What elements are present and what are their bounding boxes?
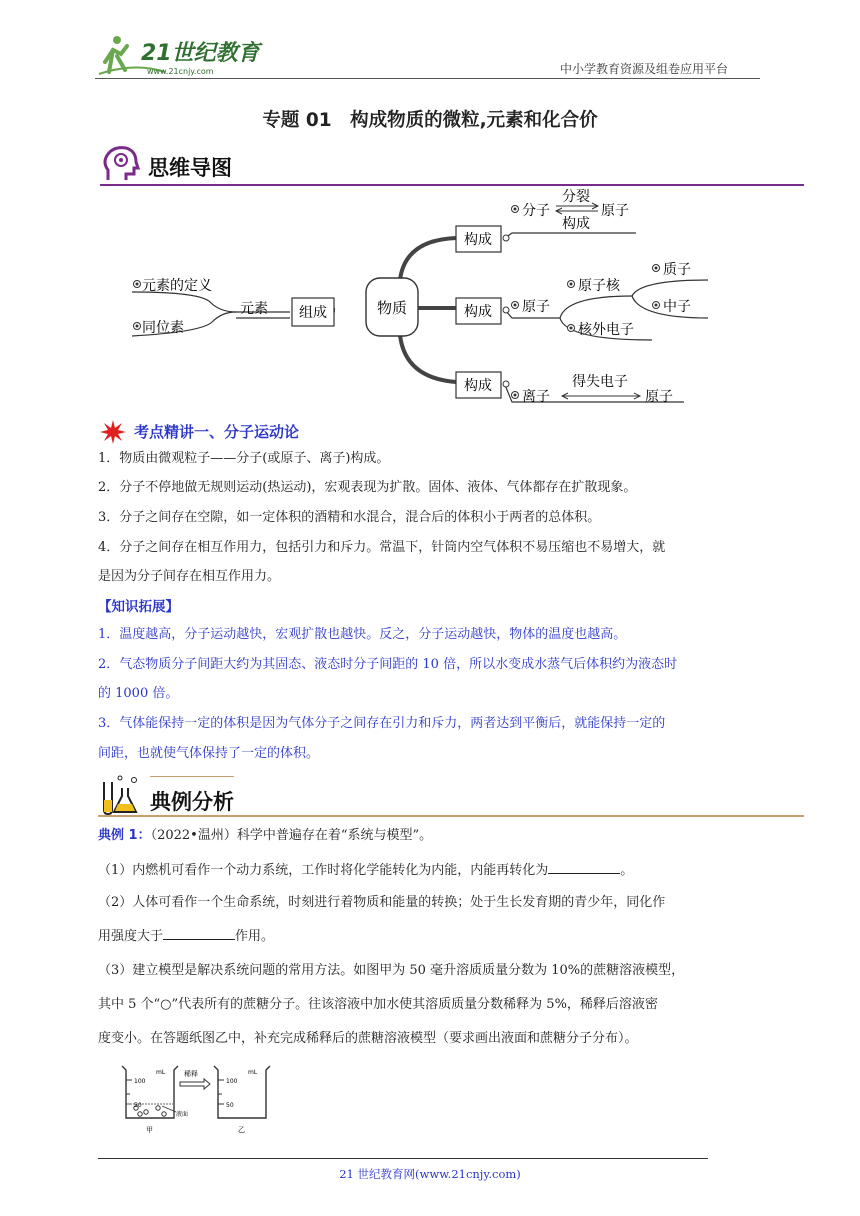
element-label: 元素 — [240, 301, 268, 317]
example-q3a: （3）建立模型是解决系统问题的常用方法。如图甲为 50 毫升溶质质量分数为 10%的蔗糖溶液模型， — [98, 963, 685, 978]
example-q1: （1）内燃机可看作一个动力系统，工作时将化学能转化为内能，内能再转化为 。 — [98, 863, 634, 878]
form-label: 构成 — [562, 216, 590, 232]
keypoint-item-2: 2．分子不停地做无规则运动(热运动)，宏观表现为扩散。固体、液体、气体都存在扩散现象。 — [98, 480, 637, 495]
dilute-arrow — [180, 1069, 210, 1089]
ion-label: 离子 — [522, 389, 550, 405]
atom-label-1: 原子 — [601, 203, 629, 219]
beaker-figure — [118, 1064, 278, 1140]
electron-label: 核外电子 — [578, 322, 634, 338]
tick-100-b: 100 — [226, 1078, 238, 1085]
mind-map — [0, 186, 860, 416]
element-def-label: 元素的定义 — [142, 278, 212, 294]
isotope-label: 同位素 — [142, 320, 184, 336]
keypoint-item-1: 1．物质由微观粒子——分子(或原子、离子)构成。 — [98, 451, 390, 466]
section-title-mindmap: 思维导图 — [148, 156, 232, 180]
footer-divider — [98, 1158, 708, 1159]
tick-100-a: 100 — [134, 1078, 146, 1085]
surface-label: 液面 — [176, 1111, 189, 1118]
beaker-a — [122, 1066, 188, 1134]
flask-icon — [98, 774, 142, 816]
extension-item-2: 2．气态物质分子间距大约为其固态、液态时分子间距的 10 倍，所以水变成水蒸气后体积约为液态时 — [98, 657, 678, 672]
section-title-examples: 典例分析 — [150, 790, 234, 814]
molecule-label: 分子 — [522, 203, 550, 219]
extension-item-5: 间距，也就使气体保持了一定的体积。 — [98, 746, 320, 761]
extension-item-1: 1．温度越高，分子运动越快，宏观扩散也越快。反之，分子运动越快，物体的温度也越高。 — [98, 627, 627, 642]
atom-label-2: 原子 — [522, 299, 550, 315]
keypoint-title: 考点精讲一、分子运动论 — [134, 423, 300, 441]
constitute-label-2: 构成 — [464, 304, 492, 320]
example-q3c: 度变小。在答题纸图乙中，补充完成稀释后的蔗糖溶液模型（要求画出液面和蔗糖分子分布）。 — [98, 1031, 638, 1046]
page-title: 专题 01 构成物质的微粒,元素和化合价 — [262, 110, 598, 131]
keypoint-item-3: 3．分子之间存在空隙，如一定体积的酒精和水混合，混合后的体积小于两者的总体积。 — [98, 510, 601, 525]
neutron-label: 中子 — [663, 299, 691, 315]
constitute-label-3: 构成 — [464, 378, 492, 394]
logo-text: 21世纪教育 — [141, 41, 260, 66]
center-label: 物质 — [376, 299, 408, 317]
keypoint-item-4: 4．分子之间存在相互作用力，包括引力和斥力。常温下，针筒内空气体积不易压缩也不易增大，就 — [98, 540, 666, 555]
split-label: 分裂 — [562, 189, 590, 205]
unit-label-a: mL — [156, 1069, 166, 1076]
nucleus-label: 原子核 — [578, 278, 620, 294]
logo-url: www.21cnjy.com — [147, 67, 214, 76]
example-q2b: 用强度大于 作用。 — [98, 929, 275, 944]
starburst-icon — [100, 420, 126, 444]
extension-item-4: 3．气体能保持一定的体积是因为气体分子之间存在引力和斥力，两者达到平衡后，就能保持一定的 — [98, 716, 666, 731]
example-q2a: （2）人体可看作一个生命系统，时刻进行着物质和能量的转换；处于生长发育期的青少年，同化作 — [98, 895, 666, 910]
header-divider — [95, 78, 760, 79]
constitute-label-1: 构成 — [464, 232, 492, 248]
section-accent-line — [150, 776, 234, 777]
gain-lose-label: 得失电子 — [572, 374, 628, 390]
dilute-label: 稀释 — [184, 1070, 198, 1078]
answer-blank-1[interactable] — [548, 861, 620, 874]
platform-name: 中小学教育资源及组卷应用平台 — [560, 62, 729, 76]
example-intro: 典例 1：（2022•温州）科学中普遍存在着“系统与模型”。 — [98, 828, 433, 843]
unit-label-b: mL — [248, 1069, 258, 1076]
answer-blank-2[interactable] — [163, 927, 235, 940]
tick-50-a: 50 — [134, 1102, 142, 1109]
example-q3b: 其中 5 个“○”代表所有的蔗糖分子。往该溶液中加水使其溶质质量分数稀释为 5%，稀释后溶液密 — [98, 997, 658, 1012]
atom-label-3: 原子 — [645, 389, 673, 405]
extension-item-3: 的 1000 倍。 — [98, 686, 179, 701]
example-label: 典例 1： — [98, 828, 151, 843]
label-b: 乙 — [238, 1126, 245, 1134]
keypoint-item-5: 是因为分子间存在相互作用力。 — [98, 569, 281, 584]
site-logo — [95, 32, 265, 78]
beaker-b — [214, 1066, 270, 1134]
label-a: 甲 — [146, 1126, 153, 1134]
footer-text[interactable]: 21 世纪教育网(www.21cnjy.com) — [339, 1167, 521, 1181]
brain-head-icon — [100, 144, 142, 186]
section-divider-examples — [98, 815, 804, 817]
proton-label: 质子 — [663, 262, 691, 278]
compose-label: 组成 — [299, 305, 327, 321]
tick-50-b: 50 — [226, 1102, 234, 1109]
extension-title: 【知识拓展】 — [98, 599, 179, 615]
